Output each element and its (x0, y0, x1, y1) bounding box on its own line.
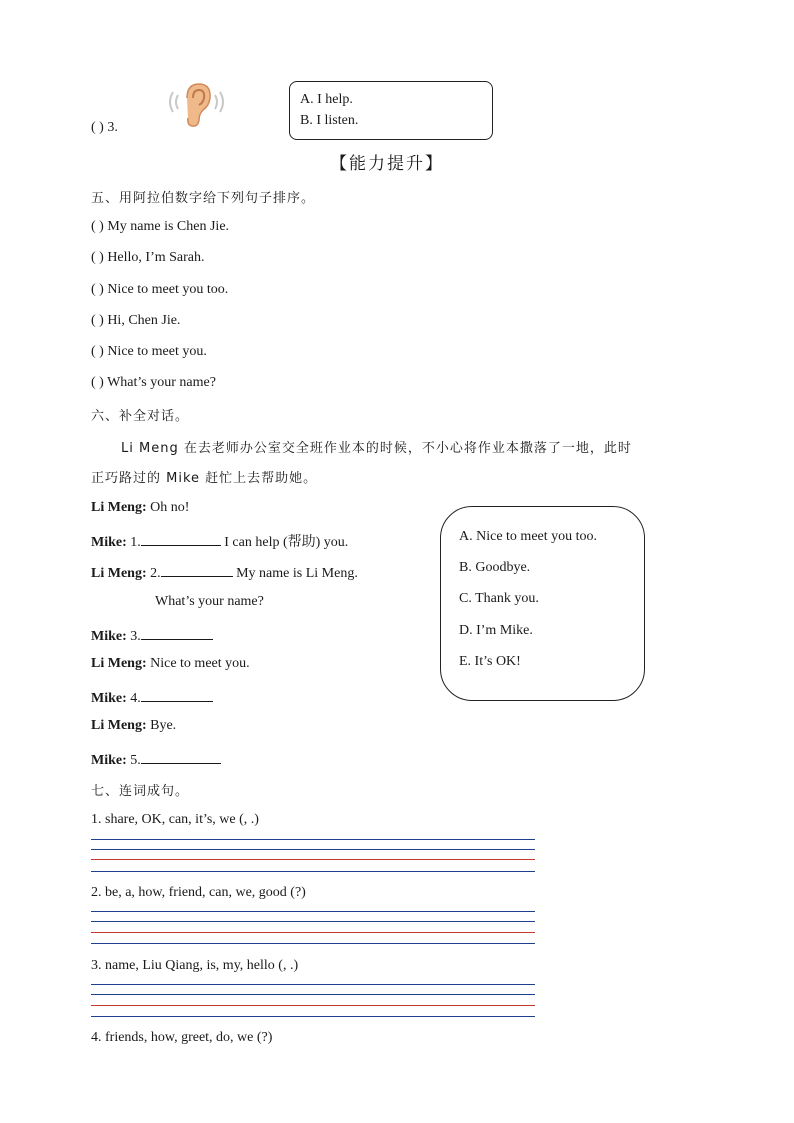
section-6-title: 六、补全对话。 (91, 409, 190, 424)
dialogue-option-e: E. It’s OK! (459, 654, 521, 669)
speaker: Mike: (91, 629, 127, 644)
answer-blank-5[interactable] (141, 749, 221, 764)
dialogue-line-5 (91, 656, 250, 672)
scrambled-sentence-1: 1. share, OK, can, it’s, we (, .) (91, 812, 259, 827)
section-6-intro-line-1: Li Meng 在去老师办公室交全班作业本的时候，不小心将作业本撒落了一地，此时 (121, 441, 632, 456)
writing-lines-3[interactable] (91, 984, 535, 1020)
dialogue-line-7 (91, 718, 176, 734)
dialogue-line-2 (91, 531, 348, 551)
dialogue-text: 1. (126, 535, 141, 550)
dialogue-line-3-cont: What’s your name? (155, 594, 264, 609)
speaker: Mike: (91, 753, 127, 768)
writing-lines-2[interactable] (91, 911, 535, 947)
section-5-title: 五、用阿拉伯数字给下列句子排序。 (91, 191, 316, 206)
dialogue-line-1 (91, 500, 189, 516)
dialogue-text-after: I can help (帮助) you. (220, 535, 349, 550)
speaker: Mike: (91, 691, 127, 706)
item-3-option-b: B. I listen. (300, 113, 359, 128)
dialogue-line-4 (91, 625, 213, 645)
order-item: ( ) Hi, Chen Jie. (91, 313, 181, 328)
speaker: Li Meng: (91, 718, 147, 733)
speaker: Mike: (91, 535, 127, 550)
dialogue-text: 5. (126, 753, 141, 768)
order-item: ( ) My name is Chen Jie. (91, 219, 230, 234)
dialogue-text: Nice to meet you. (146, 656, 250, 671)
answer-blank-4[interactable] (141, 687, 213, 702)
section-heading: 【能力提升】 (330, 154, 444, 174)
dialogue-text: 4. (126, 691, 141, 706)
answer-blank-1[interactable] (141, 531, 221, 546)
dialogue-option-d: D. I’m Mike. (459, 623, 533, 638)
scrambled-sentence-4: 4. friends, how, greet, do, we (?) (91, 1030, 273, 1045)
order-item: ( ) What’s your name? (91, 375, 216, 390)
dialogue-option-c: C. Thank you. (459, 591, 539, 606)
answer-blank-2[interactable] (161, 562, 233, 577)
item-3-options-box (289, 81, 493, 140)
dialogue-text: Oh no! (146, 500, 190, 515)
order-item: ( ) Nice to meet you. (91, 344, 207, 359)
ear-listening-icon (163, 80, 233, 128)
section-6-intro-line-2: 正巧路过的 Mike 赶忙上去帮助她。 (91, 471, 318, 486)
speaker: Li Meng: (91, 566, 147, 581)
section-7-title: 七、连词成句。 (91, 784, 190, 799)
answer-blank-3[interactable] (141, 625, 213, 640)
dialogue-line-8 (91, 749, 221, 769)
dialogue-text: 3. (126, 629, 141, 644)
dialogue-text: 2. (146, 566, 161, 581)
dialogue-line-3 (91, 562, 358, 582)
dialogue-option-b: B. Goodbye. (459, 560, 531, 575)
writing-lines-1[interactable] (91, 839, 535, 875)
scrambled-sentence-3: 3. name, Liu Qiang, is, my, hello (, .) (91, 958, 299, 973)
dialogue-text-after: My name is Li Meng. (232, 566, 358, 581)
item-3-option-a: A. I help. (300, 92, 353, 107)
speaker: Li Meng: (91, 500, 147, 515)
scrambled-sentence-2: 2. be, a, how, friend, can, we, good (?) (91, 885, 306, 900)
dialogue-text: Bye. (146, 718, 177, 733)
dialogue-line-6 (91, 687, 213, 707)
order-item: ( ) Hello, I’m Sarah. (91, 250, 205, 265)
order-item: ( ) Nice to meet you too. (91, 282, 229, 297)
speaker: Li Meng: (91, 656, 147, 671)
dialogue-option-a: A. Nice to meet you too. (459, 529, 598, 544)
item-3-label: ( ) 3. (91, 120, 118, 135)
